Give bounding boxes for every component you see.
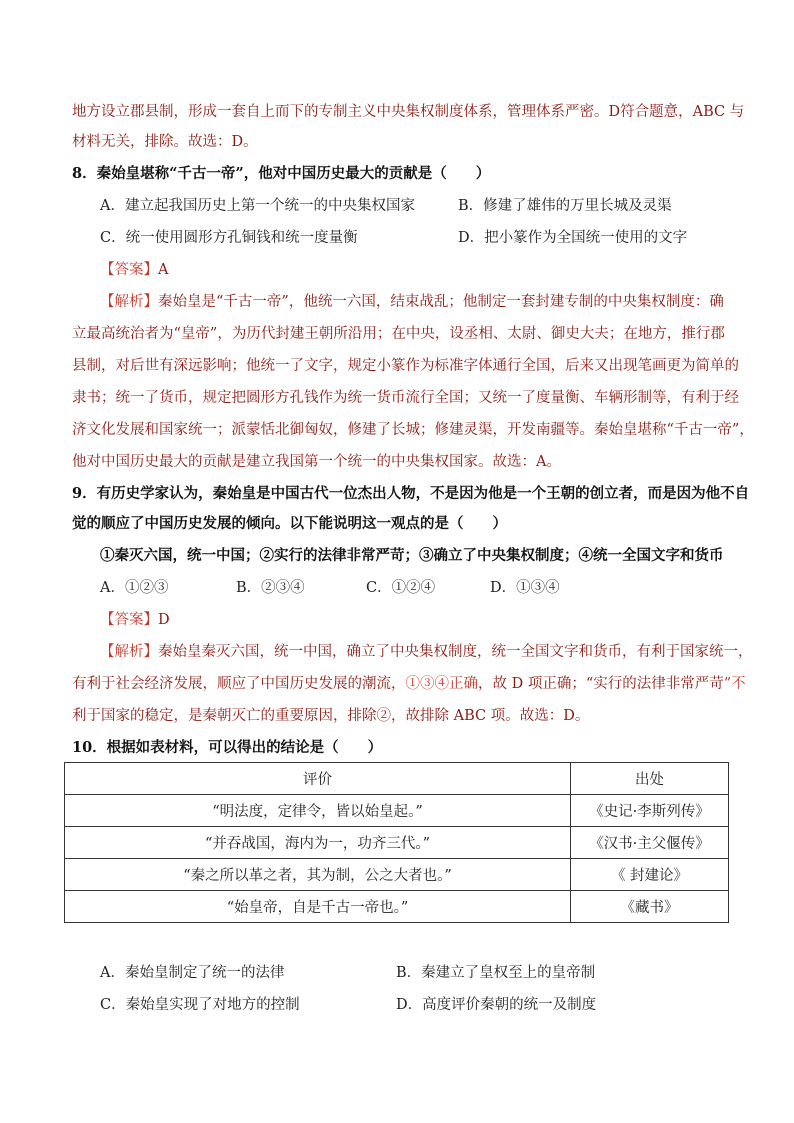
answer-tag: 【答案】 — [100, 262, 158, 278]
analysis-text: 秦始皇是“千古一帝”，他统一六国，结束战乱；他制定一套封建专制的中央集权制度：确 — [158, 294, 724, 310]
q10-option-d[interactable]: D．高度评价秦朝的统一及制度 — [396, 997, 597, 1013]
q9-answer — [100, 610, 170, 630]
q9-analysis-line: 利于国家的稳定，是秦朝灭亡的重要原因，排除②，故排除 ABC 项。故选：D。 — [72, 708, 590, 724]
q10-option-c[interactable]: C．秦始皇实现了对地方的控制 — [100, 997, 300, 1013]
question-9-stem: 觉的顺应了中国历史发展的倾向。以下能说明这一观点的是（ ） — [72, 515, 507, 532]
prev-explanation-line: 地方设立郡县制，形成一套自上而下的专制主义中央集权制度体系，管理体系严密。D符合题意，ABC 与 — [72, 104, 745, 120]
q9-option-a[interactable]: A．①②③ — [100, 580, 169, 596]
cell-source: 《汉书·主父偃传》 — [571, 827, 729, 859]
cell-evaluation: “明法度，定律令，皆以始皇起。” — [65, 795, 571, 827]
question-8-stem: 8．秦始皇堪称“千古一帝”，他对中国历史最大的贡献是（ ） — [72, 165, 491, 182]
q9-option-d[interactable]: D．①③④ — [490, 580, 560, 596]
q8-option-c[interactable]: C．统一使用圆形方孔铜钱和统一度量衡 — [100, 230, 358, 246]
q10-option-b[interactable]: B．秦建立了皇权至上的皇帝制 — [396, 965, 596, 981]
question-9-stem: 9．有历史学家认为，秦始皇是中国古代一位杰出人物，不是因为他是一个王朝的创立者，而是因为他不自 — [72, 485, 750, 502]
analysis-text: ，故 D 项正确；“实行的法律非常严苛 — [478, 676, 724, 692]
cell-evaluation: “并吞战国，海内为一，功齐三代。” — [65, 827, 571, 859]
analysis-highlight: ”不 — [723, 676, 746, 692]
q8-analysis-line: 立最高统治者为“皇帝”，为历代封建王朝所沿用；在中央，设丞相、太尉、御史大夫；在地方，推行郡 — [72, 326, 725, 342]
q8-analysis-line — [100, 292, 724, 312]
q9-analysis-line — [100, 642, 753, 662]
q8-option-d[interactable]: D．把小篆作为全国统一使用的文字 — [458, 230, 688, 246]
answer-value: A — [158, 262, 169, 278]
question-10-stem: 10．根据如表材料，可以得出的结论是（ ） — [72, 739, 383, 756]
q9-option-c[interactable]: C．①②④ — [366, 580, 436, 596]
answer-tag: 【答案】 — [100, 612, 158, 628]
source-table — [64, 762, 729, 923]
cell-evaluation: “始皇帝，自是千古一帝也。” — [65, 891, 571, 923]
q8-analysis-line: 隶书；统一了货币，规定把圆形方孔钱作为统一货币流行全国；又统一了度量衡、车辆形制等，有利于经 — [72, 390, 739, 406]
q8-answer — [100, 260, 168, 280]
q8-option-b[interactable]: B．修建了雄伟的万里长城及灵渠 — [458, 198, 672, 214]
prev-explanation-line: 材料无关，排除。故选：D。 — [72, 134, 258, 150]
analysis-text: 有利于社会经济发展，顺应了中国历史发展的潮流， — [72, 676, 406, 692]
q10-option-a[interactable]: A．秦始皇制定了统一的法律 — [100, 965, 285, 981]
answer-value: D — [158, 612, 170, 628]
cell-source: 《 封建论》 — [571, 859, 729, 891]
cell-source: 《藏书》 — [571, 891, 729, 923]
cell-source: 《史记·李斯列传》 — [571, 795, 729, 827]
analysis-highlight: ①③④正确 — [405, 676, 478, 692]
analysis-text: 秦始皇秦灭六国，统一中国，确立了中央集权制度，统一全国文字和货币，有利于国家统一， — [158, 644, 753, 660]
table-row — [65, 859, 729, 891]
q8-analysis-line: 他对中国历史最大的贡献是建立我国第一个统一的中央集权国家。故选：A。 — [72, 454, 561, 470]
table-header-row — [65, 763, 729, 795]
q9-items: ①秦灭六国，统一中国；②实行的法律非常严苛；③确立了中央集权制度；④统一全国文字和货币 — [100, 547, 724, 564]
column-header-evaluation: 评价 — [65, 763, 571, 795]
q9-option-b[interactable]: B．②③④ — [236, 580, 305, 596]
q8-analysis-line: 济文化发展和国家统一；派蒙恬北御匈奴，修建了长城；修建灵渠，开发南疆等。秦始皇堪称“千古一帝”， — [72, 422, 754, 438]
table-row — [65, 827, 729, 859]
cell-evaluation: “秦之所以革之者，其为制，公之大者也。” — [65, 859, 571, 891]
q8-option-a[interactable]: A．建立起我国历史上第一个统一的中央集权国家 — [100, 198, 415, 214]
q9-analysis-line — [72, 674, 746, 694]
analysis-tag: 【解析】 — [100, 644, 158, 660]
analysis-tag: 【解析】 — [100, 294, 158, 310]
table-row — [65, 795, 729, 827]
q8-analysis-line: 县制，对后世有深远影响；他统一了文字，规定小篆作为标准字体通行全国，后来又出现笔画更为简单的 — [72, 358, 739, 374]
table-row — [65, 891, 729, 923]
column-header-source: 出处 — [571, 763, 729, 795]
